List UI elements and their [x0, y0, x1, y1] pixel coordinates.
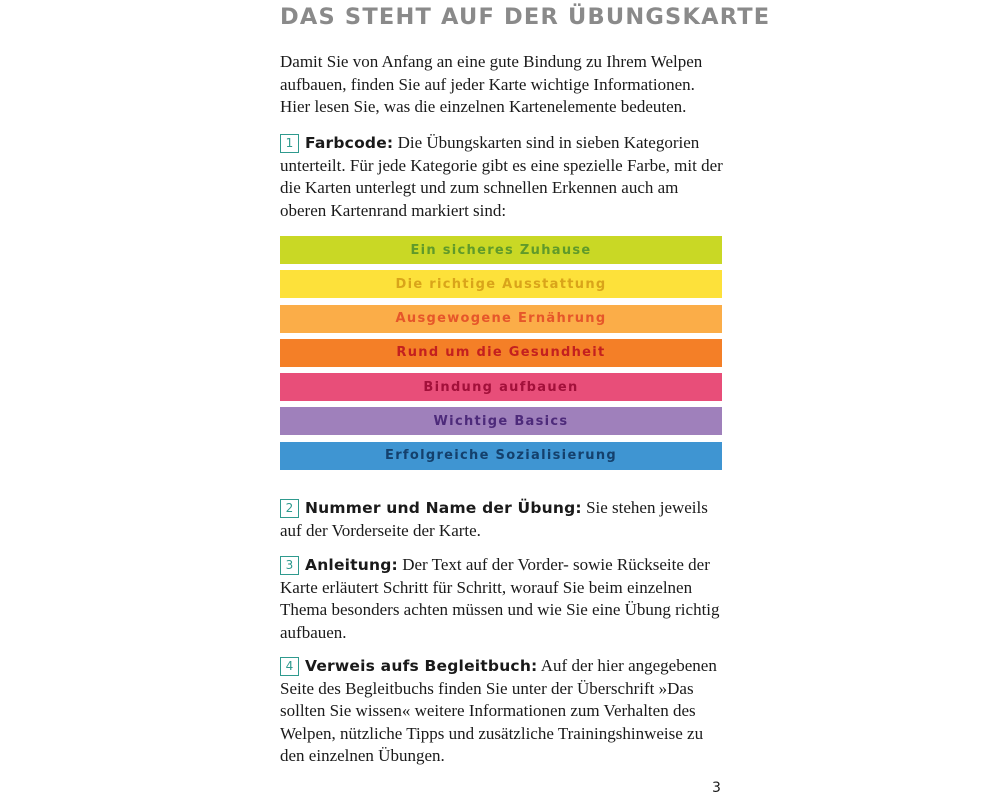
category-bar-gesundheit [280, 339, 722, 367]
category-color-list [280, 236, 722, 476]
item-text: Sie stehen jeweils auf der Vorderseite der Karte. [280, 498, 708, 540]
item-number-badge: 2 [280, 499, 299, 518]
category-bar-zuhause [280, 236, 722, 264]
item-text: Der Text auf der Vorder- sowie Rückseite der Karte erläutert Schritt für Schritt, worauf Sie beim einzelnen Thema besonders achten müssen und wie Sie eine Übung richtig aufbauen. [280, 555, 720, 642]
item-verweis [280, 655, 726, 768]
item-farbcode [280, 132, 726, 222]
item-text: Auf der hier angegebenen Seite des Begleitbuchs finden Sie unter der Überschrift »Das sollten Sie wissen« weitere Informationen zum Verhalten des Welpen, nützliche Tipps und zusätzliche Trainingshinweise zu den einzelnen Übungen. [280, 656, 717, 766]
item-text: Die Übungskarten sind in sieben Kategorien unterteilt. Für jede Kategorie gibt es eine spezielle Farbe, mit der die Karten unterlegt und zum schnellen Erkennen auch am oberen Kartenrand markiert sind: [280, 133, 723, 220]
page-number: 3 [712, 780, 721, 796]
page-title: DAS STEHT AUF DER ÜBUNGSKARTE [280, 4, 771, 30]
category-label: Erfolgreiche Sozialisierung [385, 448, 617, 464]
category-label: Die richtige Ausstattung [395, 276, 607, 292]
category-bar-basics [280, 407, 722, 435]
item-number-badge: 3 [280, 556, 299, 575]
item-heading: Anleitung: [305, 556, 398, 574]
item-number-badge: 4 [280, 657, 299, 676]
category-bar-bindung [280, 373, 722, 401]
item-heading: Farbcode: [305, 134, 394, 152]
item-number-badge: 1 [280, 134, 299, 153]
category-bar-sozialisierung [280, 442, 722, 470]
item-anleitung [280, 554, 726, 644]
category-label: Rund um die Gesundheit [396, 345, 606, 361]
intro-text: Damit Sie von Anfang an eine gute Bindung zu Ihrem Welpen aufbauen, finden Sie auf jeder Karte wichtige Informationen. Hier lesen Sie, was die einzelnen Kartenelemente bedeuten. [280, 52, 703, 117]
item-heading: Nummer und Name der Übung: [305, 499, 582, 517]
category-label: Ausgewogene Ernährung [395, 311, 607, 327]
item-heading: Verweis aufs Begleitbuch: [305, 657, 538, 675]
item-nummer-name [280, 497, 726, 542]
category-label: Wichtige Basics [433, 413, 569, 429]
category-label: Ein sicheres Zuhause [410, 242, 592, 258]
category-label: Bindung aufbauen [423, 379, 579, 395]
category-bar-ausstattung [280, 270, 722, 298]
category-bar-ernaehrung [280, 305, 722, 333]
